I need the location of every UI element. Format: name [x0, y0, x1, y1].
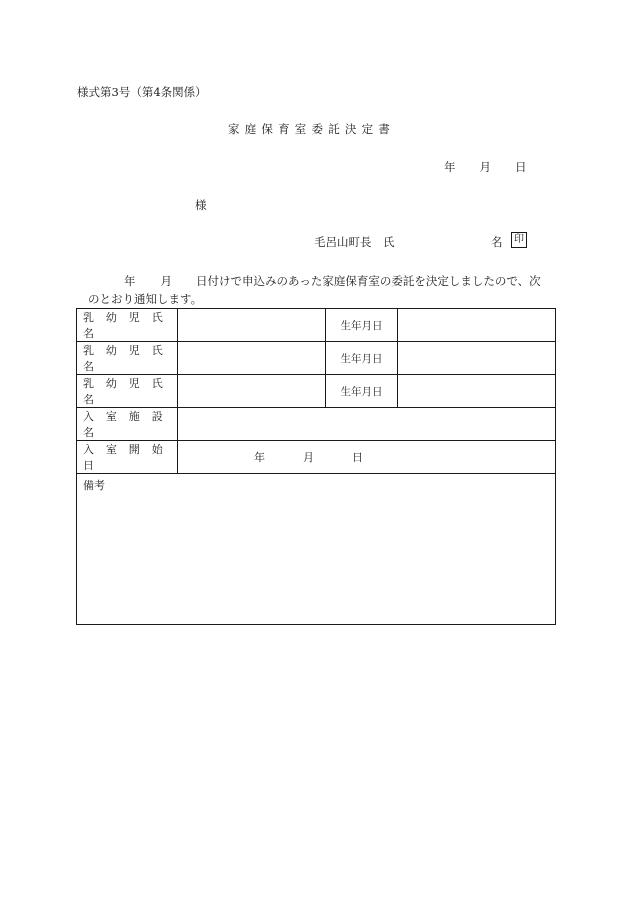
table-row	[77, 408, 556, 441]
sender-name-label: 名	[491, 235, 503, 249]
facility-name-label: 入 室 施 設 名	[77, 408, 178, 441]
table-row	[77, 474, 556, 625]
table-row	[77, 342, 556, 375]
body-rest: 日付けで申込みのあった家庭保育室の委託を決定しましたので、次	[196, 274, 541, 288]
issue-date-day: 日	[515, 160, 527, 174]
issue-date	[444, 159, 527, 175]
body-text-line-1	[76, 273, 541, 289]
birth-date-label: 生年月日	[326, 309, 398, 342]
seal-mark: 印	[511, 232, 527, 248]
body-year: 年	[124, 274, 136, 288]
child-name-label: 乳 幼 児 氏 名	[77, 375, 178, 408]
child-name-field[interactable]	[178, 375, 326, 408]
table-row	[77, 441, 556, 474]
facility-name-field[interactable]	[178, 408, 556, 441]
document-title: 家庭保育室委託決定書	[228, 122, 395, 136]
body-month: 月	[160, 274, 172, 288]
child-name-field[interactable]	[178, 309, 326, 342]
remarks-field[interactable]	[77, 474, 556, 625]
addressee-suffix: 様	[195, 198, 207, 212]
start-date-day: 日	[352, 451, 363, 464]
child-name-label: 乳 幼 児 氏 名	[77, 309, 178, 342]
birth-date-label: 生年月日	[326, 375, 398, 408]
start-date-year: 年	[254, 451, 265, 464]
start-date-label: 入 室 開 始 日	[77, 441, 178, 474]
birth-date-field[interactable]	[398, 375, 556, 408]
issue-date-year: 年	[444, 160, 456, 174]
issue-date-month: 月	[479, 160, 491, 174]
birth-date-field[interactable]	[398, 309, 556, 342]
decision-table	[76, 308, 556, 625]
start-date-field[interactable]	[178, 441, 556, 474]
table-row	[77, 375, 556, 408]
table-row	[77, 309, 556, 342]
form-number: 様式第3号（第4条関係）	[77, 85, 207, 99]
child-name-field[interactable]	[178, 342, 326, 375]
remarks-label: 備考	[83, 479, 105, 492]
birth-date-field[interactable]	[398, 342, 556, 375]
start-date-month: 月	[303, 451, 314, 464]
sender-title: 毛呂山町長 氏	[314, 235, 395, 249]
birth-date-label: 生年月日	[326, 342, 398, 375]
child-name-label: 乳 幼 児 氏 名	[77, 342, 178, 375]
body-text-line-2: のとおり通知します。	[88, 292, 203, 306]
